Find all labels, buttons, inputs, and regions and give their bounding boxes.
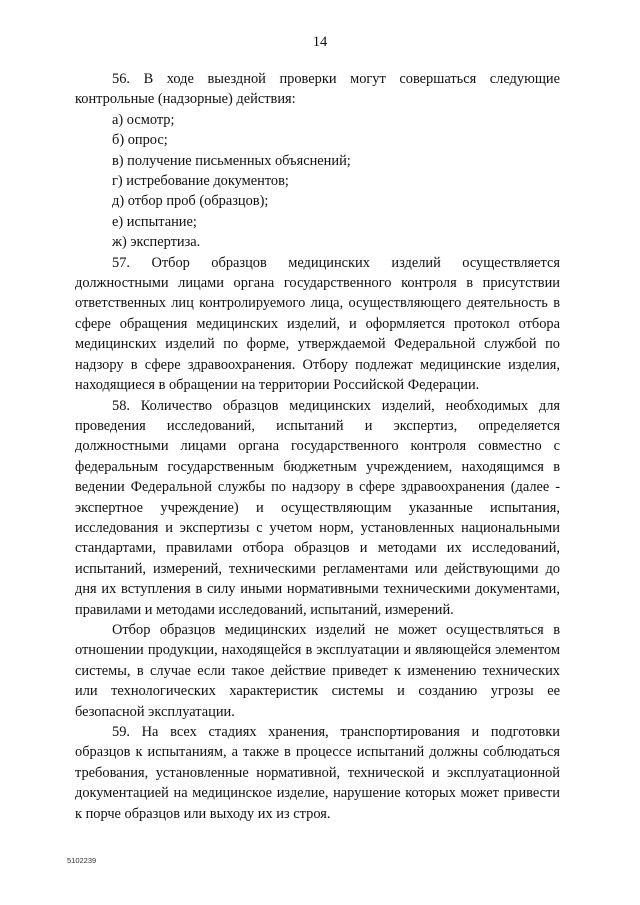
list-item-e: е) испытание; bbox=[112, 213, 197, 230]
paragraph-59: 59. На всех стадиях хранения, транспортирования и подготовки образцов к испытаниям, а также в процессе испытаний должны соблюдаться требования, установленные нормативной, технической и эксплуатационной документацией на медицинское изделие, нарушение которых может привести к порче образцов или выходу их из строя. bbox=[75, 724, 560, 822]
paragraph-58-continuation: Отбор образцов медицинских изделий не может осуществляться в отношении продукции, находящейся в эксплуатации и являющейся элементом системы, в случае если такое действие приведет к изменению технических или технологических характеристик системы и созданию угрозы ее безопасной эксплуатации. bbox=[75, 621, 560, 720]
list-item-d: д) отбор проб (образцов); bbox=[112, 193, 269, 210]
paragraph-57: 57. Отбор образцов медицинских изделий осуществляется должностными лицами органа государственного контроля в присутствии ответственных лиц контролируемого лица, осуществляющего деятельность в сфере обращения медицинских изделий, и оформляется протокол отбора медицинских изделий по форме, утверждаемой Федеральной службой по надзору в сфере здравоохранения. Отбору подлежат медицинские изделия, находящиеся в обращении на территории Российской Федерации. bbox=[75, 254, 560, 394]
document-body bbox=[75, 69, 560, 824]
paragraph-58: 58. Количество образцов медицинских изделий, необходимых для проведения исследований, испытаний и экспертиз, определяется должностными лицами органа государственного контроля совместно с федеральным государственным бюджетным учреждением, находящимся в ведении Федеральной службы по надзору в сфере здравоохранения (далее - экспертное учреждение) и осуществляющим указанные испытания, исследования и экспертизы с учетом норм, установленных национальными стандартами, правилами отбора образцов и методами их исследований, испытаний, измерений, техническими регламентами или действующими до дня их вступления в силу иными нормативными техническими документами, правилами и методами исследований, испытаний, измерений. bbox=[75, 397, 560, 618]
paragraph-56-intro: 56. В ходе выездной проверки могут совершаться следующие контрольные (надзорные) действия: bbox=[75, 71, 560, 108]
page-number: 14 bbox=[312, 34, 328, 50]
list-item-zh: ж) экспертиза. bbox=[112, 234, 201, 251]
list-item-a: а) осмотр; bbox=[112, 111, 175, 128]
list-item-b: б) опрос; bbox=[112, 132, 168, 149]
document-code: 5102239 bbox=[67, 856, 97, 865]
list-item-v: в) получение письменных объяснений; bbox=[112, 152, 351, 169]
list-item-g: г) истребование документов; bbox=[112, 173, 289, 190]
